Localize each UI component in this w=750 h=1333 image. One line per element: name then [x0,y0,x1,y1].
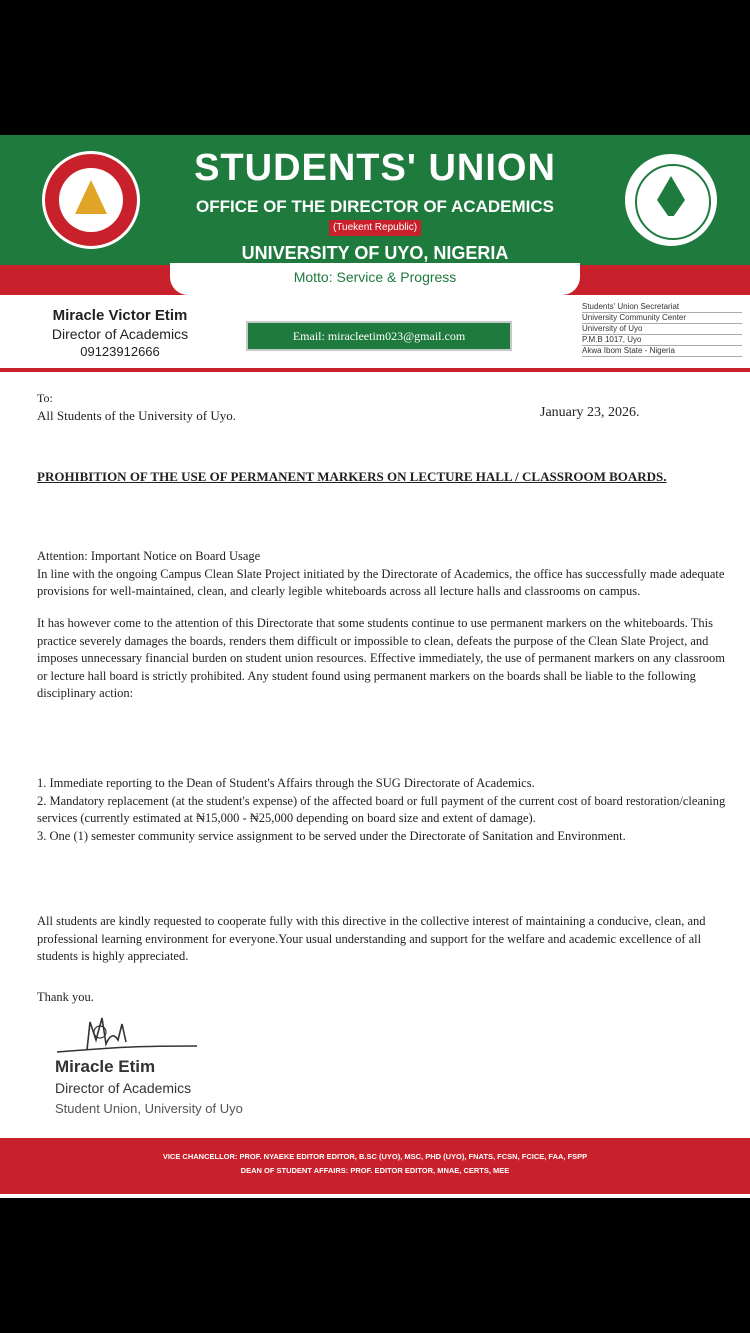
footer-band [0,1138,750,1194]
list-item: 1. Immediate reporting to the Dean of Student's Affairs through the SUG Directorate of Academics. [37,776,535,790]
union-title: STUDENTS' UNION [194,147,556,189]
director-name: Miracle Victor Etim [52,307,188,324]
paragraph-text: In line with the ongoing Campus Clean Slate Project initiated by the Directorate of Academics, the office has successfully made adequate provisions for well-maintained, clean, and clearly legible whiteboards across all lecture halls and classrooms on campus. [37,566,725,598]
signatory-role: Director of Academics [55,1080,192,1096]
list-item: 2. Mandatory replacement (at the student's expense) of the affected board or full payment of the current cost of board restoration/cleaning services (currently estimated at ₦15,000 - ₦25,000 depending on board size and extent of damage). [37,793,726,825]
header-divider [0,368,750,372]
footer-line: DEAN OF STUDENT AFFAIRS: PROF. EDITOR EDITOR, MNAE, CERTS, MEE [240,1166,510,1175]
director-contact [20,307,220,359]
recipient: All Students of the University of Uyo. [37,408,236,423]
office-address [582,302,742,357]
footer-line: VICE CHANCELLOR: PROF. NYAEKE EDITOR EDITOR, B.SC (UYO), MSC, PHD (UYO), FNATS, FCSN, FCICE, FAA, FSPP [162,1152,588,1161]
thanks-line: Thank you. [37,990,94,1004]
list-item: 3. One (1) semester community service assignment to be served under the Directorate of Sanitation and Environment. [37,828,626,843]
address-line: University of Uyo [582,324,742,335]
address-line: Students' Union Secretariat [582,302,742,313]
republic-badge: (Tuekent Republic) [329,220,421,236]
signatory-org: Student Union, University of Uyo [55,1101,243,1116]
intro-paragraph [37,548,727,601]
recipient-label: To: [37,391,53,405]
disciplinary-list [37,775,727,845]
handwritten-signature [52,1010,202,1060]
letterhead [0,135,750,295]
letter-subject: PROHIBITION OF THE USE OF PERMANENT MARKERS ON LECTURE HALL / CLASSROOM BOARDS. [37,469,667,484]
motto: Motto: Service & Progress [293,269,457,285]
notice-paragraph: It has however come to the attention of this Directorate that some students continue to use permanent markers on the whiteboards. This practice severely damages the boards, renders them difficult or impossible to clean, defeats the purpose of the Clean Slate Project, and imposes unnecessary financial burden on student union resources. Effective immediately, the use of permanent markers on any classroom or lecture hall board is strictly prohibited. Any student found using permanent markers on the boards shall be liable to the following disciplinary action: [37,616,725,700]
address-line: P.M.B 1017, Uyo [582,335,742,346]
university-name: UNIVERSITY OF UYO, NIGERIA [241,243,509,263]
director-role: Director of Academics [51,326,189,342]
address-line: University Community Center [582,313,742,324]
closing-paragraph: All students are kindly requested to cooperate fully with this directive in the collective interest of maintaining a conducive, clean, and professional learning environment for everyone.Your usual understanding and support for the welfare and academic excellence of all students is highly appreciated. [37,914,706,963]
email-box: Email: miracleetim023@gmail.com [246,321,512,351]
office-subtitle: OFFICE OF THE DIRECTOR OF ACADEMICS [196,197,554,216]
attention-line: Attention: Important Notice on Board Usage [37,549,261,563]
signatory-name: Miracle Etim [55,1057,156,1076]
address-line: Akwa Ibom State - Nigeria [582,346,742,357]
director-phone: 09123912666 [80,344,160,359]
letter-date: January 23, 2026. [540,405,640,420]
letter-page [0,135,750,1198]
